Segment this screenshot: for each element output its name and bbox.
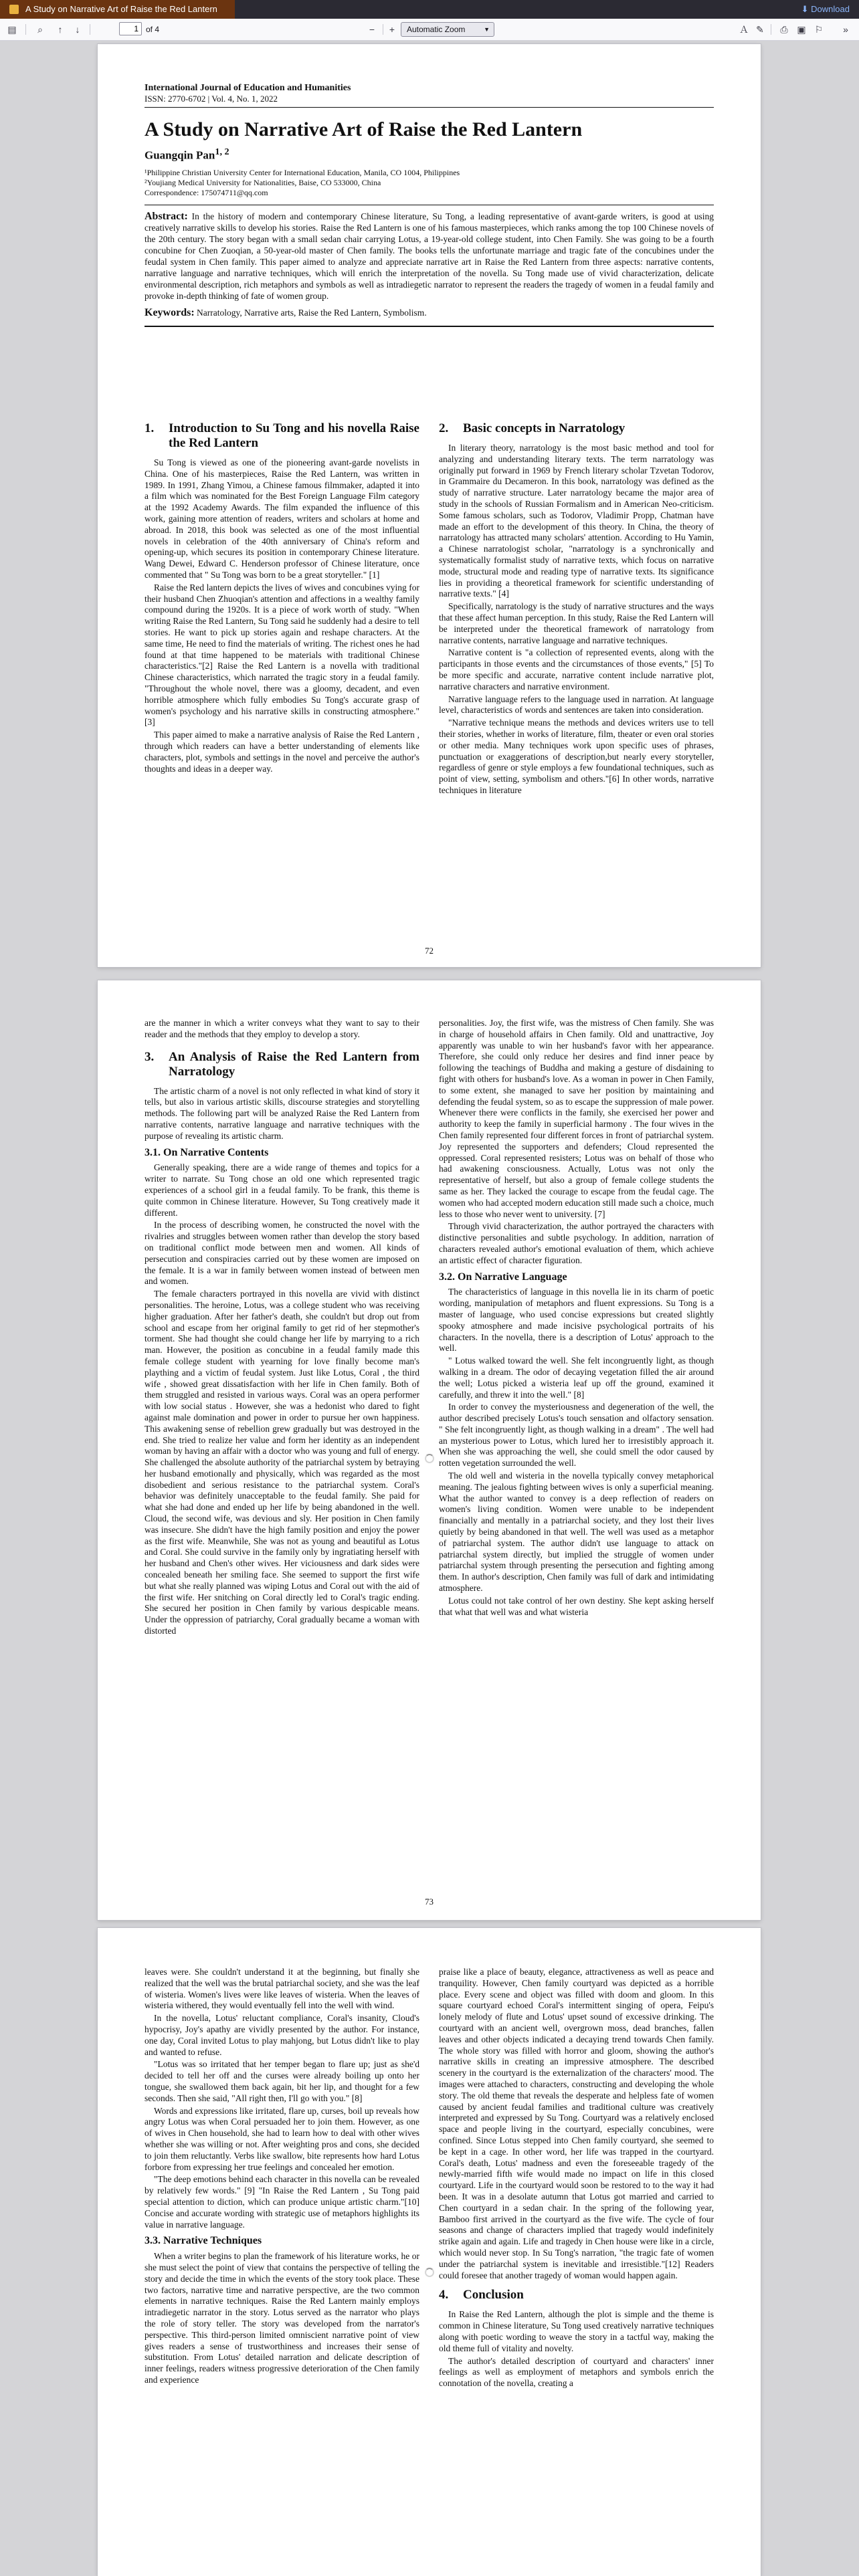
download-icon: ⬇ [801, 4, 809, 14]
two-column-body [145, 1018, 714, 1638]
keywords-label: Keywords: [145, 306, 195, 318]
section-title: Basic concepts in Narratology [463, 421, 626, 435]
paragraph: "The deep emotions behind each character in this novella can be revealed by relatively few words." [9] "In Raise the Red Lantern , Su Tong paid special attention to diction, which can produce unique artistic charm."[10] Concise and accurate wording with strategic use of metaphors highlights its value in narrative language. [145, 2174, 419, 2230]
section-title: Introduction to Su Tong and his novella Raise the Red Lantern [169, 421, 419, 450]
page-number: 72 [425, 946, 434, 956]
toolbar-divider [25, 24, 26, 35]
paragraph: Through vivid characterization, the author portrayed the characters with distinctive personalities and subtle psychology. In addition, narration of characters revealed author's emotional evaluation of them, which achieve an artistic effect of character figuration. [439, 1221, 714, 1265]
draw-tool-icon[interactable]: ✎ [756, 24, 764, 35]
page-count: of 4 [146, 25, 160, 34]
header-divider [145, 107, 714, 108]
section-title: Conclusion [463, 2288, 524, 2302]
affiliation-2: ²Youjiang Medical University for Nationalities, Baise, CO 533000, China [145, 177, 381, 187]
section-heading [145, 421, 419, 451]
paragraph: Generally speaking, there are a wide range of themes and topics for a writer to narrate. Su Tong chose an old one which represented tragic experiences of a school girl in a feudal family. To be frank, this theme is quite common in Chinese literature. However, Su Tong creatively made it different. [145, 1162, 419, 1218]
paragraph: Words and expressions like irritated, flare up, curses, boil up reveals how angry Lotus was when Coral persuaded her to join them. However, as one of wives in Chen household, she had to learn how to deal with other wives whether she was willing or not. After weighting pros and cons, she decided to join them reluctantly. Verbs like swallow, bite represents how hard Lotus forbore from expressing her true feelings and concealed her emotion. [145, 2105, 419, 2172]
journal-name: International Journal of Education and Humanities [145, 83, 351, 93]
bookmark-icon[interactable]: ⚐ [814, 24, 824, 35]
section-number: 3. [145, 1049, 155, 1064]
paragraph: Specifically, narratology is the study of narrative structures and the ways that these affect human perception. In this study, Raise the Red Lantern will be interpreted under the theoretical framework of narratology from narrative contents, narrative language and narrative techniques. [439, 601, 714, 645]
download-label: Download [811, 4, 850, 14]
paragraph: Su Tong is viewed as one of the pioneering avant-garde novelists in China. One of his masterpieces, Raise the Red Lantern, was written in 1989. In 1991, Zhang Yimou, a Chinese famous filmmaker, adapted it into a film which was nominated for the Best Foreign Language Film category at the 1992 Academy Awards. The film expanded the influence of this work, gaining more attention of readers, writers and scholars at home and abroad. In 2018, this book was selected as one of the most influential novels in celebration of the 40th anniversary of China's reform and opening-up, which secures its position in contemporary Chinese literature. Wang Dewei, Edward C. Henderson professor of Chinese literature, once commented that " Su Tong was born to be a great storyteller." [1] [145, 457, 419, 580]
paragraph: In order to convey the mysteriousness and degeneration of the well, the author described precisely Lotus's touch sensation and olfactory sensation. " She felt incongruently light, as though walking in a dream" . The well had an mysterious power to Lotus, which lured her to irresistibly approach it. When she was approaching the well, she could smell the odor caused by rotten vegetation surrounded the well. [439, 1402, 714, 1469]
section-title: An Analysis of Raise the Red Lantern from Narratology [169, 1049, 419, 1079]
abstract-text: In the history of modern and contemporary Chinese literature, Su Tong, a leading representative of avant-garde writers, is good at using creatively narrative skills to develop his stories. Raise the Red Lantern is one of his famous masterpieces, which ranks among the top 100 Chinese novels of the 20th century. The story began with a small sedan chair carrying Lotus, a 19-year-old college student, into Chen Family. She was going to be a fourth concubine for Chen Zuoqian, a 50-year-old master of Chen family. The books tells the unfortunate marriage and tragic fate of the concubines under the feudal system in Chen family. This paper aimed to analyze and appreciate narrative art in Raise the Red Lantern from three aspects: narrative contents, narrative language and narrative techniques, which will enrich the interpretation of the novella. Su Tong made use of vivid characterization, delicate environmental description, rich metaphors and symbols as well as intradiegetic narrator to represent the readers the tragedy of women in a feudal family and provoke in-depth thinking of fate of women group. [145, 211, 714, 301]
section-number: 2. [439, 421, 449, 435]
loading-spinner-icon [425, 1454, 434, 1463]
paragraph: In the novella, Lotus' reluctant compliance, Coral's insanity, Cloud's hypocrisy, Joy's apathy are vividly presented by the author. For instance, one day, Coral invited Lotus to play mahjong, but Lotus didn't like to play and wanted to refuse. [145, 2013, 419, 2057]
tools-menu-icon[interactable]: » [843, 24, 848, 35]
left-column [145, 1018, 419, 1638]
zoom-select[interactable] [401, 22, 494, 37]
two-column-body [145, 1967, 714, 2391]
section-number: 4. [439, 2288, 449, 2302]
page-header-block [145, 83, 714, 334]
sidebar-toggle-icon[interactable]: ▤ [7, 24, 17, 35]
paragraph: In the process of describing women, he constructed the novel with the rivalries and struggles between women rather than develop the story based on traditional conflict mode between men and women. All kinds of persecution and conspiracies carried out by these women are imposed on the female. It is a war in family between women instead of between men and women. [145, 1220, 419, 1287]
page-number-input[interactable] [119, 22, 142, 35]
author-name: Guangqin Pan [145, 148, 215, 162]
paragraph: The artistic charm of a novel is not only reflected in what kind of story it tells, but also in various artistic skills, discourse strategies and storytelling methods. The following part will be analyzed Raise the Red Lantern from narrative contents, narrative language and narrative techniques with the purpose of revealing its artistic charm. [145, 1085, 419, 1141]
paragraph: The characteristics of language in this novella lie in its charm of poetic wording, manipulation of metaphors and fluent expressions. Su Tong is a master of language, who used concise expressions but created slightly spooky atmosphere and made incisive psychological portraits of his characters. In the novella, there is a description of Lotus' approach to the well. [439, 1287, 714, 1354]
text-tool-icon[interactable]: Ａ [739, 24, 749, 35]
download-button[interactable] [801, 0, 850, 19]
zoom-out-icon[interactable]: − [369, 24, 375, 35]
browser-tab-bar [0, 0, 859, 19]
abstract [145, 211, 714, 302]
subsection-heading: 3.1. On Narrative Contents [145, 1146, 269, 1158]
paragraph: This paper aimed to make a narrative analysis of Raise the Red Lantern , through which readers can have a better understanding of elements like characters, plot, symbols and settings in the novel and perceive the author's thoughts and ideas in a deeper way. [145, 730, 419, 774]
section-heading [145, 1050, 419, 1079]
author-line [145, 146, 714, 163]
paragraph: are the manner in which a writer conveys what they want to say to their reader and the methods that they employ to develop a story. [145, 1018, 419, 1039]
zoom-value: Automatic Zoom [407, 25, 466, 34]
paragraph: Raise the Red lantern depicts the lives of wives and concubines vying for their husband Chen Zhuoqian's attention and affections in a wealthy family compound during the 1920s. It is a piece of work worth of study. "When writing Raise the Red Lantern, Su Tong said he suddenly had a desire to tell stories. He want to pick up stories again and reshape characters. At the same time, He need to find the materials of writing. The richest ones he had found at that time happened to be materials with traditional Chinese characteristics."[2] Raise the Red Lantern is a novella with traditional Chinese characteristics, which narrated the tragic story in a feudal family. "Throughout the whole novel, there was a gloomy, decadent, and even horrible atmosphere which fully embodies Su Tong's accurate grasp of women's psychology and his narrative skills in constructing atmosphere." [3] [145, 582, 419, 728]
paragraph: leaves were. She couldn't understand it at the beginning, but finally she realized that the well was the brutal patriarchal society, and she was the leaf of wisteria. Women's lives were like leaves of wisteria. When the leaves of wisteria withered, they would eventually fell into the well with wind. [145, 1967, 419, 2011]
pdf-page-2 [98, 980, 761, 1920]
chevron-down-icon: ▼ [484, 26, 490, 33]
paragraph: The author's detailed description of courtyard and characters' inner feelings as well as employment of metaphors and symbols enrich the connotation of the novella, creating a [439, 2355, 714, 2389]
document-tab-title: A Study on Narrative Art of Raise the Red Lantern [25, 4, 217, 14]
section-heading [439, 2288, 714, 2302]
paragraph: personalities. Joy, the first wife, was the mistress of Chen family. She was in charge of household affairs in Chen family. Old and unattractive, Joy apparently was unable to win her husband's favor with her appearance. Therefore, she could only reduce her desires and find inner peace by following the teachings of Buddha and making a gesture of disdaining to fight with others for husband's love. As a woman in power in Chen Family, to some extent, she managed to save her position by maintaining and defending the feudal system, so as to escape the suppression of male power. Whenever there were conflicts in the family, she exercised her power and authority to keep the family in superficial harmony . The four wives in the Chen family represented four different forces in front of patriarchal system. Joy represented the supporters and defenders; Cloud represented the oppressed. Coral represented resisters; Lotus was on behalf of those who had awakening consciousness. Actually, Lotus was not only the representative of herself, but also a group of female college students the same as her. They lacked the courage to escape from the feudal cage. The women who had accepted modern education still made such a choice, much less to those who never went to university. [7] [439, 1018, 714, 1219]
section-heading [439, 421, 714, 436]
page-number: 73 [425, 1897, 434, 1907]
left-column [145, 419, 419, 798]
paragraph: The female characters portrayed in this novella are vivid with distinct personalities. The heroine, Lotus, was a college student who was receiving higher graduation. After her father's death, she couldn't but drop out from school and escape from her original family to get rid of her stepmother's torment. She had thought she could change her life by marrying to a rich man. However, the position as concubine in a feudal family made this female college student with yearning for love finally become man's plaything and a victim of feudal system. Just like Lotus, Coral , the third wife , showed great dissatisfaction with her life in Chen family. Both of them struggled and resisted in various ways. Coral was an opera performer with low social status . However, she was a hedonist who dared to fight against male domination and power in order to pursue her own happiness. This awakening sense of rebellion grew gradually but was destroyed in the end. She tried to realize her value and form her identity as an independent woman by having an affair with a doctor who was young and full of energy. She challenged the absolute authority of the patriarchal system by betraying her husband emotionally and physically, which was regarded as the most disobedient and serious resistance to the patriarchal system. Coral's behavior was definitely unacceptable to the feudal family. She paid for what she had done and ended up her life by being abandoned in the well. Cloud, the second wife, was devious and sly. Her position in Chen family was insecure. She didn't have the high family position and enjoy the power as the first wife. Meanwhile, She was not as young and beautiful as Lotus and Coral. She could survive in the family only by ingratiating herself with her husband and Chen's other wives. Her viciousness and dark sides were concealed beneath her smiling face. She seemed to support the first wife but what she really planned was wiping Lotus and Coral out with the aid of the first wife. Her snitching on Coral directly led to Coral's tragic ending. She secured her position in Chen family by various despicable means. Under the oppression of patriarchy, Coral gradually became a woman with distorted [145, 1289, 419, 1636]
journal-issn: ISSN: 2770-6702 | Vol. 4, No. 1, 2022 [145, 94, 278, 104]
right-column [439, 1018, 714, 1638]
paragraph: In Raise the Red Lantern, although the plot is simple and the theme is common in Chinese literature, Su Tong used creatively narrative techniques along with poetic wording to weave the story in a tactful way, making the old theme full of vitality and novelty. [439, 2309, 714, 2353]
paragraph: Narrative language refers to the language used in narration. At language level, characteristics of words and sentences are taken into consideration. [439, 693, 714, 716]
search-icon[interactable]: ⌕ [37, 24, 43, 35]
zoom-in-icon[interactable]: + [389, 24, 395, 35]
left-column [145, 1967, 419, 2391]
keywords-text: Narratology, Narrative arts, Raise the Red Lantern, Symbolism. [197, 307, 427, 318]
pdf-page-3 [98, 1928, 761, 2576]
next-page-icon[interactable]: ↓ [75, 24, 80, 35]
subsection-heading: 3.2. On Narrative Language [439, 1271, 567, 1283]
affiliation-1: ¹Philippine Christian University Center for International Education, Manila, CO 1004, Philippines [145, 167, 460, 177]
loading-spinner-icon [425, 2268, 434, 2277]
keywords [145, 307, 714, 319]
correspondence: Correspondence: 175074711@qq.com [145, 187, 268, 197]
document-favicon-icon [9, 5, 19, 14]
pdf-page-1 [98, 44, 761, 967]
paragraph: " Lotus walked toward the well. She felt incongruently light, as though walking in a dream. The odor of decaying vegetation filled the air around the well; Lotus picked a wisteria leaf up off the ground, examined it carefully, and threw it into the well." [8] [439, 1356, 714, 1400]
paragraph: praise like a place of beauty, elegance, attractiveness as well as peace and tranquility. However, Chen family courtyard was depicted as a horrible place. Every scene and object was filled with doom and gloom. In this square courtyard echoed Coral's intermittent singing of opera, Feipu's lonely melody of flute and Lotus' upset sound of excessive drinking. The courtyard with an ancient well, overgrown moss, dead branches, fallen leaves and other objects indicated a decaying trend towards Chen family. The whole story was filled with horror and gloom, showing the author's narrative skills in creating an impressive atmosphere. The described scenery in the courtyard is the externalization of the characters' mood. The images were attached to characters, constructing and developing the whole story. The old theme that reveals the desperate and helpless fate of women caused by ancient feudal families and traditional culture was creatively interpreted and expressed by Su Tong. Courtyard was a relatively enclosed space and people living in the courtyard, especially concubines, were confined. Since Lotus stepped into Chen family courtyard, she seemed to be kept in a cage. In other word, her life was trapped in the courtyard. Coral's death, Lotus' madness and even the foreseeable tragedy of the newly-married fifth wife would made no impact on life in this closed courtyard. Life in the courtyard would soon be restored to to the way it had been. It was in a desolate autumn that Lotus got married and carried to Chen courtyard in a sedan chair. In the spring of the following year, Bamboo first arrived in the courtyard as the five wife. The cycle of four seasons and change of characters implied that tragedy would indefinitely strike again and again. Life and tragedy in Chen house were like in a circle, which would never stop. In Su Tong's narration, "the tragic fate of women under the patriarchal system is inevitable and irresistible."[12] Readers could foresee that another tragedy of woman would happen again. [439, 1967, 714, 2280]
divider [145, 326, 714, 327]
paragraph: "Narrative technique means the methods and devices writers use to tell their stories, whether in works of literature, film, theater or even oral stories or other media. Many techniques work upon specific uses of phrases, punctuation or exaggerations of description,but nearly every storyteller, regardless of genre or style employs a few foundational techniques, such as point of view, setting, symbolism and others."[6] In other words, narrative techniques in literature [439, 718, 714, 795]
paper-title: A Study on Narrative Art of Raise the Red Lantern [145, 118, 583, 140]
save-icon[interactable]: ▣ [797, 24, 806, 35]
paragraph: "Lotus was so irritated that her temper began to flare up; just as she'd decided to tell her off and the curses were already boiling up onto her tongue, she swallowed them back again, bit her lip, and thought for a few seconds. Then she said, "All right then, I'll go with you." [8] [145, 2059, 419, 2103]
abstract-label: Abstract: [145, 210, 188, 222]
print-icon[interactable]: ⎙ [780, 24, 788, 35]
document-tab[interactable] [0, 0, 235, 19]
paragraph: Narrative content is "a collection of represented events, along with the participants in those events and the circumstances of those events," [5] To be more specific and accurate, narrative content include narrative plot, narrative characters and narrative environment. [439, 647, 714, 691]
paragraph: In literary theory, narratology is the most basic method and tool for analyzing and understanding literary texts. The term narratology was originally put forward in 1969 by French literary scholar Tzvetan Todorov, in Grammaire du Decameron. In this book, narratology was defined as the study of narrative structure. Later narratology became the major area of study in the schools of Russian Formalism and in American Neo-criticism. Some famous scholars, such as Todorov, Vladimir Propp, Chatman have made an effort to the development of this theory. In China, the theory of narratology has attracted many scholars' attention. According to Hu Yamin, a Chinese narratologist scholar, "narratology is a synchronically and systematically formalist study of narrative texts, which focus on narrative mode, structural mode and reading type of narrative texts. Its significance lies in providing a theoretical framework for scientific understanding of narrative texts." [4] [439, 443, 714, 599]
right-column [439, 1967, 714, 2391]
paragraph: When a writer begins to plan the framework of his literature works, he or she must select the point of view that contains the perspective of telling the story and decide the time in which the events of the story took place. These two factors, narrative time and narrative perspective, are the two common elements in narrative techniques. Raise the Red Lantern mainly employs intradiegetic narrator in the story. Lotus served as the narrator who plays the role of story teller. The story was developed from the narrator's perspective. This third-person limited omniscient narrative point of view gives readers a sense of trustworthiness and increases their sense of substitution. From Lotus' detailed narration and delicate description of inner feelings, readers witness progressive deterioration of the Chen family and experience [145, 2251, 419, 2385]
section-number: 1. [145, 421, 155, 435]
author-affiliation-marks: 1, 2 [215, 146, 229, 157]
right-column [439, 419, 714, 798]
two-column-body [145, 419, 714, 798]
previous-page-icon[interactable]: ↑ [58, 24, 63, 35]
paragraph: Lotus could not take control of her own destiny. She kept asking herself that what that well was and what wisteria [439, 1595, 714, 1617]
pdf-toolbar [0, 19, 859, 41]
subsection-heading: 3.3. Narrative Techniques [145, 2235, 262, 2247]
paragraph: The old well and wisteria in the novella typically convey metaphorical meaning. The jealous fighting between wives is only a superficial meaning. What the author wanted to convey is a deep reflection of readers on women's living condition. Women were unable to be independent financially and mentally in a patriarchal society, and they lost their lives quietly by being abandoned in that well. The well was used as a metaphor of patriarchal system. The author didn't use language to attack on patriarchal system directly, but implied the struggle of women under patriarchal system through presenting the persecution and fighting among them. In author's description, Chen family was full of dark and intimidating atmosphere. [439, 1471, 714, 1594]
